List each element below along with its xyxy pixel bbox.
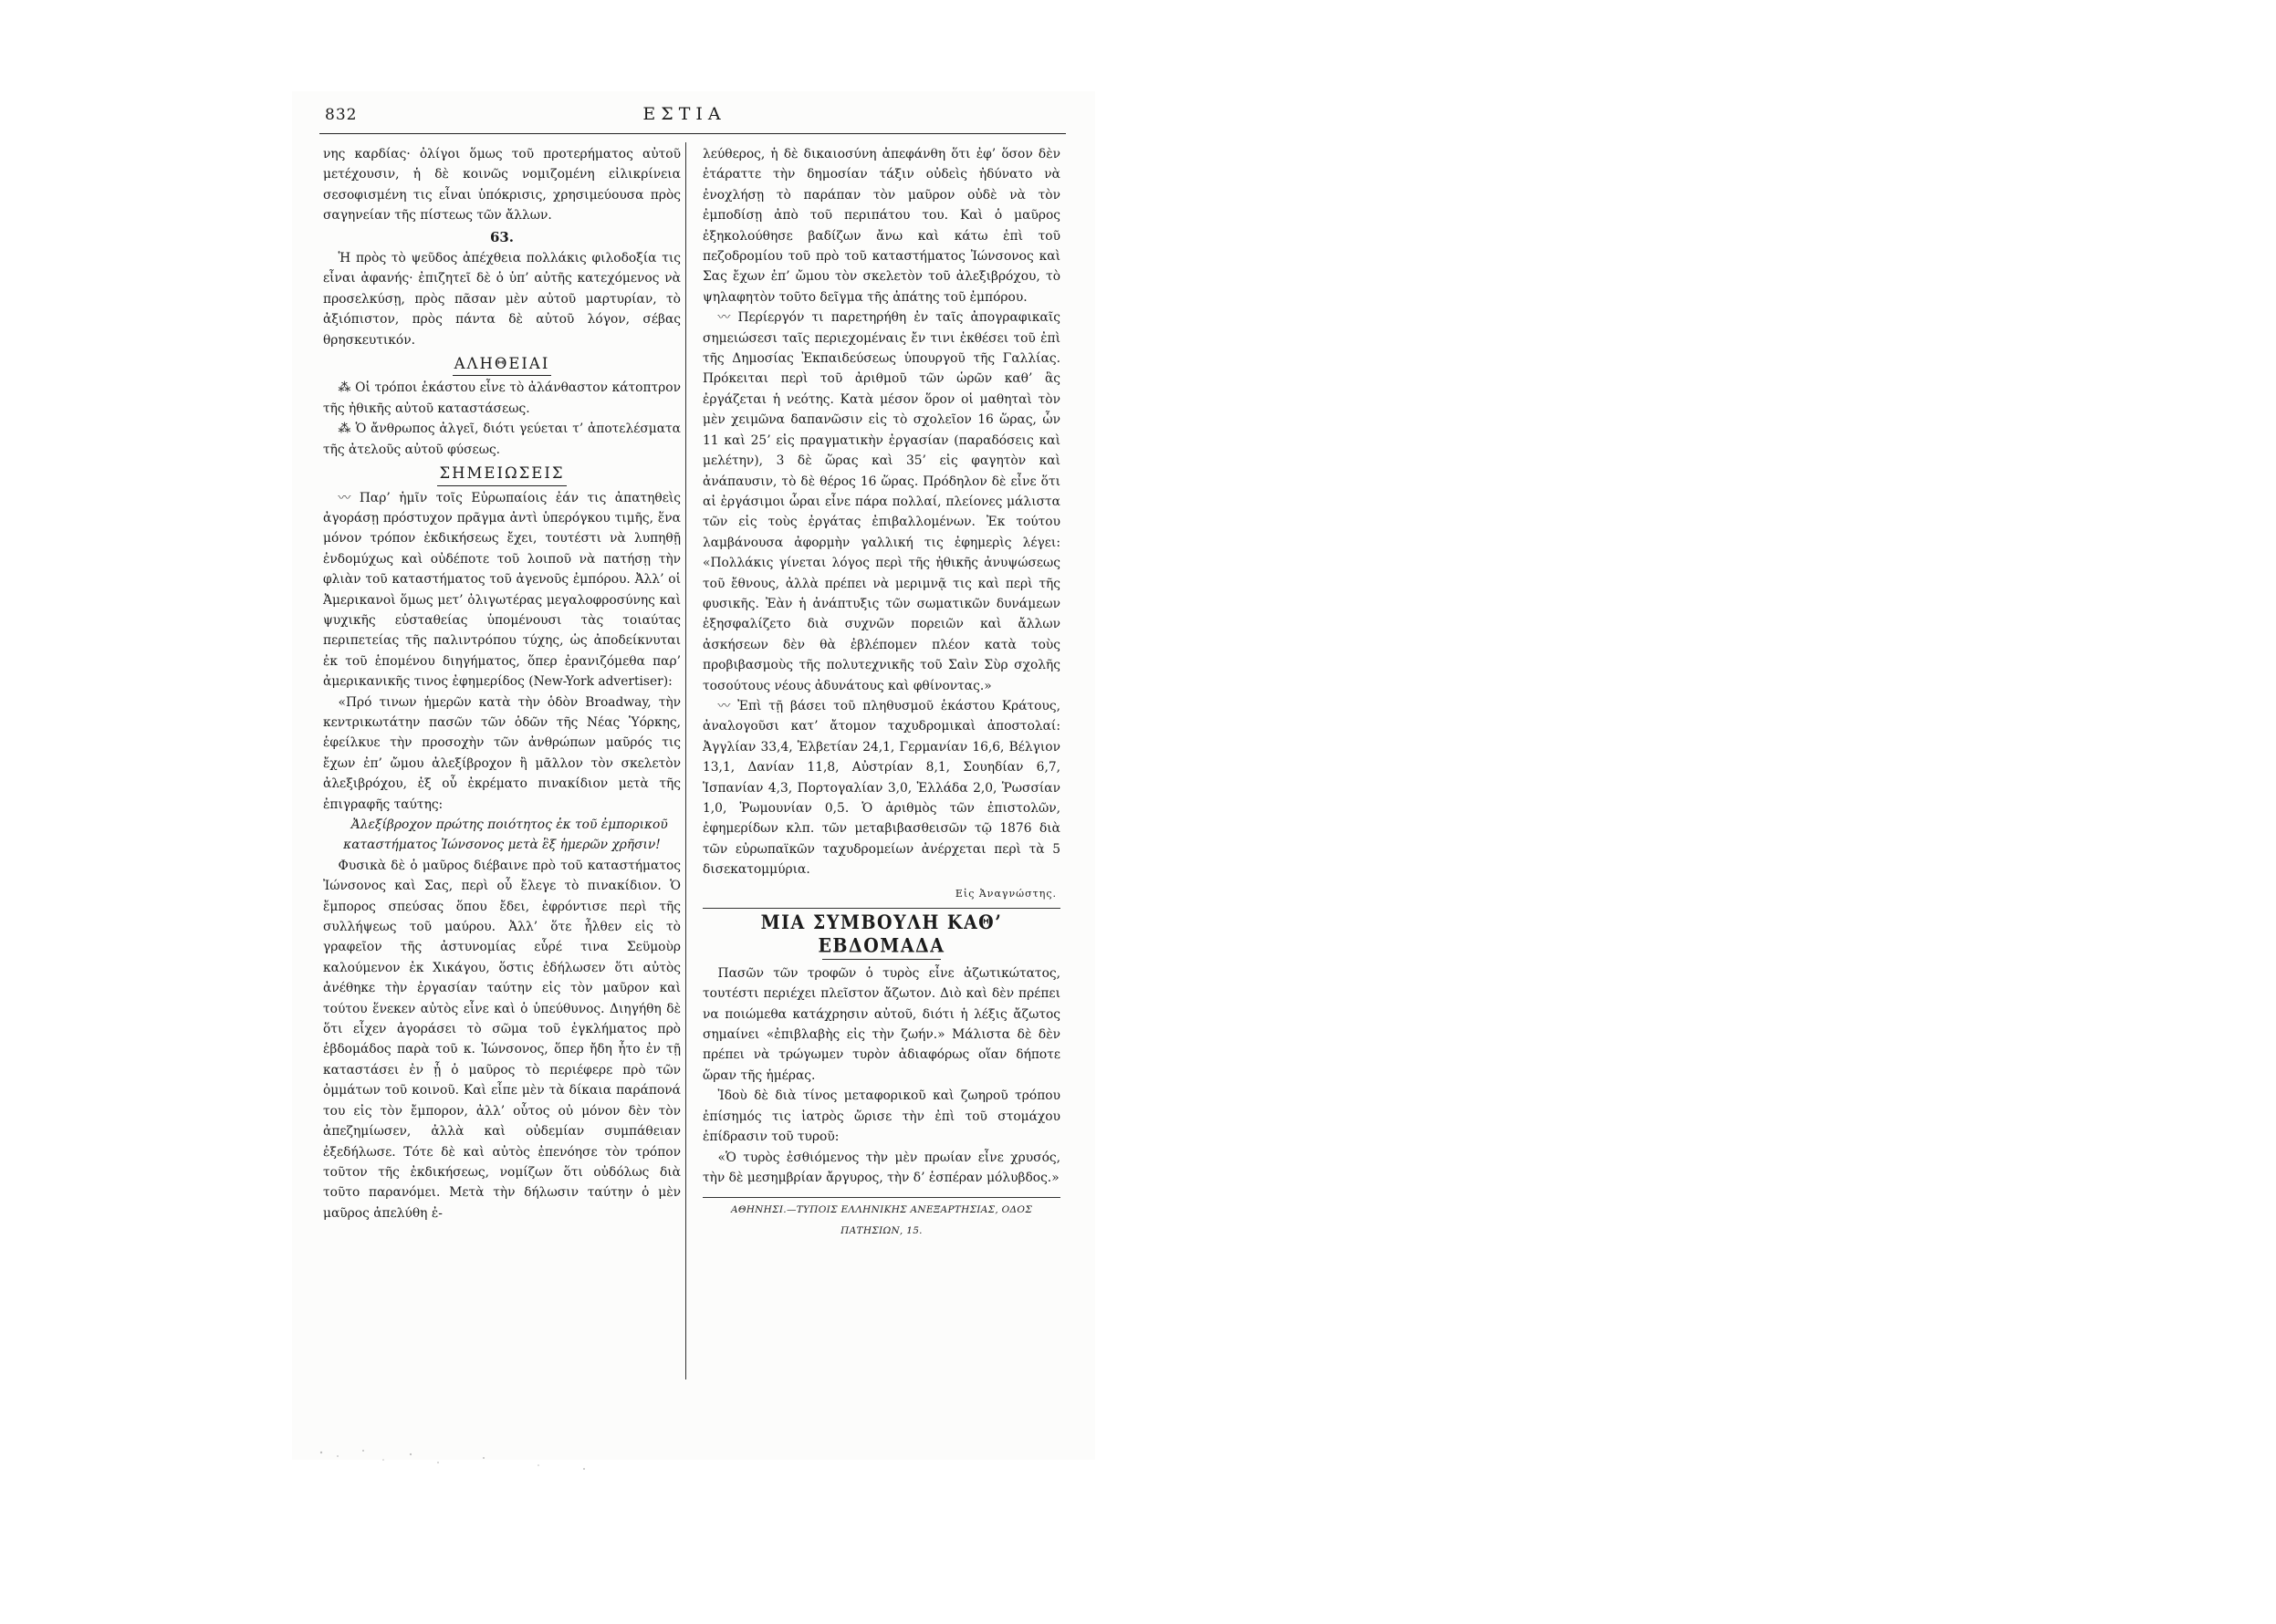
scan-smudges bbox=[310, 1432, 602, 1487]
page-number: 832 bbox=[325, 106, 358, 124]
paragraph: Φυσικὰ δὲ ὁ μαῦρος διέβαινε πρὸ τοῦ καταστήματος Ἰώνσονος καὶ Σας, περὶ οὗ ἔλεγε τὸ πινακίδιον. Ὁ ἔμπορος σπεύσας ὅπου ἔδει, ἐφρόντισε περὶ τῆς συλλήψεως τοῦ μαύρου. Ἀλλ’ ὅτε ἦλθεν εἰς τὸ γραφεῖον τῆς ἀστυνομίας εὗρέ τινα Σεϋμοὺρ καλούμενον ἐκ Χικάγου, ὅστις ἐδήλωσεν ὅτι αὐτὸς ἀνέθηκε τὴν ἐργασίαν ταύτην εἰς τὸν μαῦρον καὶ τούτου ἕνεκεν αὐτὸς εἶνε καὶ ὁ ὑπεύθυνος. Διηγήθη δὲ ὅτι εἶχεν ἀγοράσει τὸ σῶμα τοῦ ἐγκλήματος πρὸ ἑβδομάδος παρὰ τοῦ κ. Ἰώνσονος, ὅπερ ἤδη ἦτο ἐν τῇ καταστάσει ἐν ᾗ ὁ μαῦρος τὸ περιέφερε πρὸ τῶν ὀμμάτων τοῦ κοινοῦ. Καὶ εἶπε μὲν τὰ δίκαια παράπονά του εἰς τὸν ἔμπορον, ἀλλ’ οὗτος οὐ μόνον δὲν τὸν ἀπεζημίωσεν, ἀλλὰ καὶ οὐδεμίαν συμπάθειαν ἐξεδήλωσε. Τότε δὲ καὶ αὐτὸς ἐπενόησε τὸν τρόπον τοῦτον τῆς ἐκδικήσεως, νομίζων ὅτι οὐδόλως διὰ τοῦτο παρανόμει. Μετὰ τὴν δήλωσιν ταύτην ὁ μὲν μαῦρος ἀπελύθη ἐ- bbox=[323, 858, 681, 1221]
journal-title: ΕΣΤΙΑ bbox=[642, 104, 726, 124]
header-rule bbox=[319, 133, 1066, 134]
running-head bbox=[292, 97, 1077, 133]
paragraph: 〰 Περίεργόν τι παρετηρήθη ἐν ταῖς ἀπογραφικαῖς σημειώσεσι ταῖς περιεχομέναις ἔν τινι ἐκθέσει τοῦ ἐπὶ τῆς Δημοσίας Ἐκπαιδεύσεως ὑπουργοῦ τῆς Γαλλίας. Πρόκειται περὶ τοῦ ἀριθμοῦ τῶν ὡρῶν καθ’ ἃς ἐργάζεται ἡ νεότης. Κατὰ μέσον ὅρον οἱ μαθηταὶ τὸν μὲν χειμῶνα δαπανῶσιν εἰς τὸ σχολεῖον 16 ὥρας, ὧν 11 καὶ 25’ εἰς πραγματικὴν ἐργασίαν (παραδόσεις καὶ μελέτην), 3 δὲ ὥρας καὶ 35’ εἰς φαγητὸν καὶ ἀνάπαυσιν, τὸ δὲ θέρος 16 ὥρας. Πρόδηλον δὲ εἶνε ὅτι αἱ ἐργάσιμοι ὧραι εἶνε πάρα πολλαί, πλείονες μάλιστα τῶν εἰς τοὺς ἐργάτας ἐπιβαλλομένων. Ἐκ τούτου λαμβάνουσα ἀφορμὴν γαλλική τις ἐφημερὶς λέγει: «Πολλάκις γίνεται λόγος περὶ τῆς ἠθικῆς ἀνυψώσεως τοῦ ἔθνους, ἀλλὰ πρέπει νὰ μεριμνᾷ τις καὶ περὶ τῆς φυσικῆς. Ἐὰν ἡ ἀνάπτυξις τῶν σωματικῶν δυνάμεων ἐξησφαλίζετο διὰ συχνῶν πορειῶν καὶ ἄλλων ἀσκήσεων δὲν θὰ ἐβλέπομεν πλέον κατὰ τοὺς προβιβασμοὺς τῆς πολυτεχνικῆς τοῦ Σαὶν Σὺρ σχολῆς τοσούτους νέους ἀδυνάτους καὶ φθίνοντας.» bbox=[703, 310, 1060, 693]
right-column bbox=[703, 144, 1060, 1241]
heading-text: ΣΗΜΕΙΩΣΕΙΣ bbox=[437, 463, 566, 485]
paragraph: Ἡ πρὸς τὸ ψεῦδος ἀπέχθεια πολλάκις φιλοδοξία τις εἶναι ἀφανής· ἐπιζητεῖ δὲ ὁ ὑπ’ αὐτῆς κατεχόμενος νὰ προσελκύσῃ, πρὸς πᾶσαν μὲν αὐτοῦ μαρτυρίαν, τὸ ἀξιόπιστον, πρὸς πάντα δὲ αὐτοῦ λόγον, σέβας θρησκευτικόν. bbox=[323, 251, 681, 348]
paragraph: ⁂ Ὁ ἄνθρωπος ἀλγεῖ, διότι γεύεται τ’ ἀποτελέσματα τῆς ἀτελοῦς αὐτοῦ φύσεως. bbox=[323, 422, 681, 457]
paragraph: «Ὁ τυρὸς ἐσθιόμενος τὴν μὲν πρωίαν εἶνε χρυσός, τὴν δὲ μεσημβρίαν ἄργυρος, τὴν δ’ ἑσπέραν μόλυβδος.» bbox=[703, 1150, 1060, 1185]
paragraph: ⁂ Οἱ τρόποι ἑκάστου εἶνε τὸ ἀλάνθαστον κάτοπτρον τῆς ἠθικῆς αὐτοῦ καταστάσεως. bbox=[323, 380, 681, 416]
paragraph: νης καρδίας· ὀλίγοι ὅμως τοῦ προτερήματος αὐτοῦ μετέχουσιν, ἡ δὲ κοινῶς νομιζομένη εἰλικρίνεια σεσοφισμένη τις εἶναι ὑπόκρισις, χρησιμεύουσα πρὸς σαγηνείαν τῆς πίστεως τῶν ἄλλων. bbox=[323, 147, 681, 224]
heading-text: ΑΛΗΘΕΙΑΙ bbox=[453, 354, 552, 376]
paragraph: Πασῶν τῶν τροφῶν ὁ τυρὸς εἶνε ἀζωτικώτατος, τουτέστι περιέχει πλεῖστον ἄζωτον. Διὸ καὶ δὲν πρέπει να ποιώμεθα κατάχρησιν αὐτοῦ, διότι ἡ λέξις ἄζωτος σημαίνει «ἐπιβλαβὴς εἰς τὴν ζωήν.» Μάλιστα δὲ δὲν πρέπει νὰ τρώγωμεν τυρὸν ἀδιαφόρως οἵαν δήποτε ὥραν τῆς ἡμέρας. bbox=[703, 965, 1060, 1083]
left-column bbox=[323, 144, 681, 1223]
paragraph: «Πρό τινων ἡμερῶν κατὰ τὴν ὁδὸν Broadway, τὴν κεντρικωτάτην πασῶν τῶν ὁδῶν τῆς Νέας Ὑόρκης, ἑφείλκυε τὴν προσοχὴν τῶν ἀνθρώπων μαῦρός τις ἔχων ἐπ’ ὤμου ἀλεξίβροχον ἢ μᾶλλον τὸν σκελετὸν ἀλεξιβρόχου, ἐξ οὗ ἐκρέματο πινακίδιον μετὰ τῆς ἐπιγραφῆς ταύτης: bbox=[323, 694, 681, 812]
author-signature: Εἰς Ἀναγνώστης. bbox=[955, 887, 1057, 900]
newspaper-page bbox=[292, 91, 1095, 1460]
section-heading-advice: ΜΙΑ ΣΥΜΒΟΥΛΗ ΚΑΘ’ ΕΒΔΟΜΑΔΑ bbox=[760, 911, 1003, 958]
paragraph: 〰 Παρ’ ἡμῖν τοῖς Εὐρωπαίοις ἐάν τις ἀπατηθεὶς ἀγοράσῃ πρόστυχον πρᾶγμα ἀντὶ ὑπερόγκου τιμῆς, ἕνα μόνον τρόπον ἐκδικήσεως ἔχει, τουτέστι νὰ λυπηθῇ ἐνδομύχως καὶ οὐδέποτε τοῦ λοιποῦ νὰ πατήσῃ τὴν φλιὰν τοῦ καταστήματος τοῦ ἀγενοῦς ἐμπόρου. Ἀλλ’ οἱ Ἀμερικανοὶ ὅμως μετ’ ὀλιγωτέρας μεγαλοφροσύνης καὶ ψυχικῆς εὐσταθείας ὑπομένουσι τὰς τοιαύτας περιπετείας τῆς παλιντρόπου τύχης, ὡς ἀποδείκνυται ἐκ τοῦ ἑπομένου διηγήματος, ὅπερ ἐρανιζόμεθα παρ’ ἀμερικανικῆς τινος ἐφημερίδος (New-York advertiser): bbox=[323, 490, 681, 690]
column-divider bbox=[685, 142, 686, 1379]
section-heading-simeioseis bbox=[323, 463, 681, 485]
signboard-quote: Ἀλεξίβροχον πρώτης ποιότητος ἐκ τοῦ ἐμπορικοῦ καταστήματος Ἰώνσονος μετὰ ἓξ ἡμερῶν χρῆσιν! bbox=[343, 817, 668, 853]
paragraph: 〰 Ἐπὶ τῇ βάσει τοῦ πληθυσμοῦ ἑκάστου Κράτους, ἀναλογοῦσι κατ’ ἄτομον ταχυδρομικαὶ ἀποστολαί: Ἀγγλίαν 33,4, Ἑλβετίαν 24,1, Γερμανίαν 16,6, Βέλγιον 13,1, Δανίαν 11,8, Αὐστρίαν 8,1, Σουηδίαν 6,7, Ἱσπανίαν 4,3, Πορτογαλίαν 3,0, Ἑλλάδα 2,0, Ῥωσσίαν 1,0, Ῥωμουνίαν 0,5. Ὁ ἀριθμὸς τῶν ἐπιστολῶν, ἐφημερίδων κλπ. τῶν μεταβιβασθεισῶν τῷ 1876 διὰ τῶν εὐρωπαϊκῶν ταχυδρομείων ἀνέρχεται περὶ τὰ 5 δισεκατομμύρια. bbox=[703, 698, 1060, 878]
paragraph: Ἰδοὺ δὲ διὰ τίνος μεταφορικοῦ καὶ ζωηροῦ τρόπου ἐπίσημός τις ἰατρὸς ὥρισε τὴν ἐπὶ τοῦ στομάχου ἐπίδρασιν τοῦ τυροῦ: bbox=[703, 1088, 1060, 1145]
printer-imprint: ΑΘΗΝΗΣΙ.—ΤΥΠΟΙΣ ΕΛΛΗΝΙΚΗΣ ΑΝΕΞΑΡΤΗΣΙΑΣ, ΟΔΟΣ ΠΑΤΗΣΙΩΝ, 15. bbox=[730, 1204, 1033, 1236]
maxim-number: 63. bbox=[489, 228, 515, 245]
paragraph: λεύθερος, ἡ δὲ δικαιοσύνη ἀπεφάνθη ὅτι ἐφ’ ὅσον δὲν ἐτάραττε τὴν δημοσίαν τάξιν οὐδεὶς ἠδύνατο νὰ ἐνοχλήσῃ τὸ παράπαν τὸν μαῦρον οὐδὲ νὰ τὸν ἐμποδίσῃ ἀπὸ τοῦ περιπάτου του. Καὶ ὁ μαῦρος ἐξηκολούθησε βαδίζων ἄνω καὶ κάτω ἐπὶ τοῦ πεζοδρομίου τοῦ πρὸ τοῦ καταστήματος Ἰώνσονος καὶ Σας ἔχων ἐπ’ ὤμου τὸν σκελετὸν τοῦ ἀλεξιβρόχου, τὸ ψηλαφητὸν τοῦτο δεῖγμα τῆς ἀπάτης τοῦ ἐμπόρου. bbox=[703, 147, 1060, 305]
section-rule bbox=[703, 908, 1060, 909]
section-heading-aletheiai bbox=[323, 354, 681, 376]
heading-rule bbox=[822, 959, 941, 960]
imprint-rule bbox=[703, 1197, 1060, 1198]
